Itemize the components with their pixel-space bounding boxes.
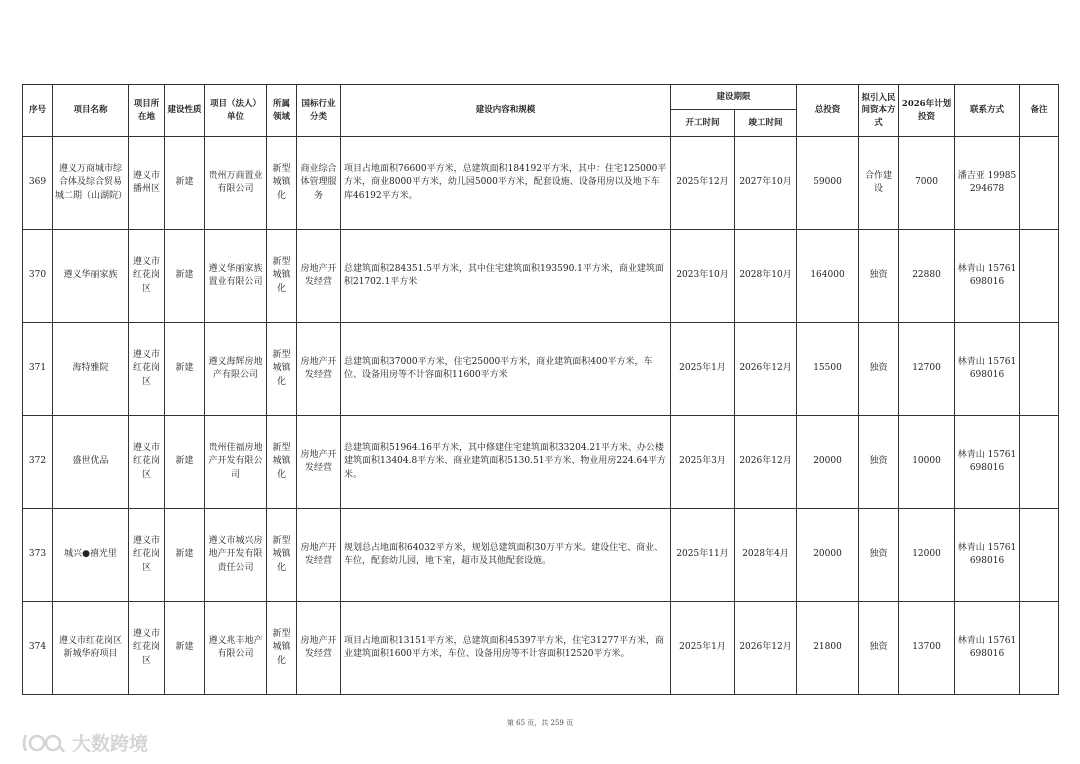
header-location: 项目所在地 (129, 85, 165, 137)
cell-start: 2025年3月 (671, 416, 735, 509)
cell-domain: 新型城镇化 (267, 230, 297, 323)
cell-contact: 林青山 15761698016 (955, 602, 1020, 695)
header-plan-2026: 2026年计划投资 (899, 85, 955, 137)
cell-scope: 项目占地面积76600平方米，总建筑面积184192平方米，其中：住宅125000平方米，商业8000平方米，幼儿园5000平方米，配套设施、设备用房以及地下车库46192平方米。 (341, 137, 671, 230)
cell-location: 遵义市红花岗区 (129, 416, 165, 509)
logo-icon (20, 731, 66, 755)
cell-seq: 374 (23, 602, 53, 695)
cell-nature: 新建 (165, 323, 205, 416)
cell-end: 2028年4月 (735, 509, 797, 602)
cell-investment: 20000 (797, 416, 859, 509)
cell-location: 遵义市红花岗区 (129, 509, 165, 602)
cell-start: 2025年12月 (671, 137, 735, 230)
cell-end: 2026年12月 (735, 416, 797, 509)
cell-contact: 林青山 15761698016 (955, 416, 1020, 509)
cell-remark (1020, 416, 1059, 509)
cell-location: 遵义市红花岗区 (129, 602, 165, 695)
cell-plan-2026: 13700 (899, 602, 955, 695)
cell-contact: 潘吉亚 19985294678 (955, 137, 1020, 230)
cell-industry: 商业综合体管理服务 (297, 137, 341, 230)
cell-plan-2026: 12700 (899, 323, 955, 416)
cell-start: 2023年10月 (671, 230, 735, 323)
cell-start: 2025年1月 (671, 602, 735, 695)
cell-remark (1020, 509, 1059, 602)
cell-capital-mode: 独资 (859, 230, 899, 323)
cell-location: 遵义市红花岗区 (129, 323, 165, 416)
cell-unit: 遵义兆丰地产有限公司 (205, 602, 267, 695)
cell-investment: 20000 (797, 509, 859, 602)
header-remark: 备注 (1020, 85, 1059, 137)
header-nature: 建设性质 (165, 85, 205, 137)
header-end: 竣工时间 (735, 110, 797, 137)
cell-domain: 新型城镇化 (267, 323, 297, 416)
cell-unit: 遵义华丽家族置业有限公司 (205, 230, 267, 323)
watermark-text: 大数跨境 (72, 733, 149, 755)
cell-investment: 164000 (797, 230, 859, 323)
cell-investment: 21800 (797, 602, 859, 695)
cell-unit: 遵义市城兴房地产开发有限责任公司 (205, 509, 267, 602)
header-seq: 序号 (23, 85, 53, 137)
cell-name: 遵义万商城市综合体及综合贸易城二期（山湖院） (53, 137, 129, 230)
cell-contact: 林青山 15761698016 (955, 230, 1020, 323)
cell-industry: 房地产开发经营 (297, 602, 341, 695)
cell-domain: 新型城镇化 (267, 602, 297, 695)
cell-remark (1020, 323, 1059, 416)
cell-name: 遵义华丽家族 (53, 230, 129, 323)
cell-seq: 370 (23, 230, 53, 323)
cell-domain: 新型城镇化 (267, 509, 297, 602)
header-unit: 项目（法人）单位 (205, 85, 267, 137)
table-row (23, 602, 1059, 695)
cell-seq: 369 (23, 137, 53, 230)
header-investment: 总投资 (797, 85, 859, 137)
cell-seq: 371 (23, 323, 53, 416)
cell-contact: 林青山 15761698016 (955, 509, 1020, 602)
cell-scope: 总建筑面积37000平方米，住宅25000平方米，商业建筑面积400平方米，车位、设备用房等不计容面积11600平方米 (341, 323, 671, 416)
watermark (20, 729, 148, 756)
cell-capital-mode: 独资 (859, 509, 899, 602)
cell-start: 2025年11月 (671, 509, 735, 602)
cell-plan-2026: 10000 (899, 416, 955, 509)
cell-end: 2026年12月 (735, 602, 797, 695)
cell-end: 2026年12月 (735, 323, 797, 416)
cell-scope: 总建筑面积284351.5平方米，其中住宅建筑面积193590.1平方米，商业建筑面积21702.1平方米 (341, 230, 671, 323)
cell-name: 盛世优品 (53, 416, 129, 509)
page-footer: 第 65 页，共 259 页 (506, 719, 574, 727)
cell-scope: 项目占地面积13151平方米，总建筑面积45397平方米，住宅31277平方米，商业建筑面积1600平方米，车位、设备用房等不计容面积12520平方米。 (341, 602, 671, 695)
cell-name: 遵义市红花岗区新城华府项目 (53, 602, 129, 695)
cell-start: 2025年1月 (671, 323, 735, 416)
header-scope: 建设内容和规模 (341, 85, 671, 137)
cell-capital-mode: 独资 (859, 602, 899, 695)
cell-plan-2026: 7000 (899, 137, 955, 230)
cell-unit: 遵义海辉房地产有限公司 (205, 323, 267, 416)
cell-seq: 372 (23, 416, 53, 509)
cell-nature: 新建 (165, 602, 205, 695)
cell-seq: 373 (23, 509, 53, 602)
cell-contact: 林青山 15761698016 (955, 323, 1020, 416)
cell-nature: 新建 (165, 230, 205, 323)
cell-end: 2028年10月 (735, 230, 797, 323)
project-table (22, 84, 1059, 695)
header-start: 开工时间 (671, 110, 735, 137)
cell-domain: 新型城镇化 (267, 137, 297, 230)
cell-domain: 新型城镇化 (267, 416, 297, 509)
table-row (23, 416, 1059, 509)
cell-unit: 贵州万商置业有限公司 (205, 137, 267, 230)
cell-capital-mode: 合作建设 (859, 137, 899, 230)
table-row (23, 137, 1059, 230)
cell-plan-2026: 22880 (899, 230, 955, 323)
header-contact: 联系方式 (955, 85, 1020, 137)
cell-scope: 总建筑面积51964.16平方米，其中修建住宅建筑面积33204.21平方米、办公楼建筑面积13404.8平方米、商业建筑面积5130.51平方米、物业用房224.64平方米。 (341, 416, 671, 509)
cell-name: 城兴●禧光里 (53, 509, 129, 602)
cell-remark (1020, 137, 1059, 230)
header-domain: 所属领域 (267, 85, 297, 137)
cell-industry: 房地产开发经营 (297, 323, 341, 416)
cell-name: 海特雅院 (53, 323, 129, 416)
table-row (23, 230, 1059, 323)
cell-location: 遵义市播州区 (129, 137, 165, 230)
cell-nature: 新建 (165, 137, 205, 230)
header-name: 项目名称 (53, 85, 129, 137)
header-period: 建设期限 (671, 85, 797, 110)
cell-industry: 房地产开发经营 (297, 509, 341, 602)
cell-location: 遵义市红花岗区 (129, 230, 165, 323)
cell-nature: 新建 (165, 509, 205, 602)
table-row (23, 323, 1059, 416)
cell-investment: 15500 (797, 323, 859, 416)
cell-investment: 59000 (797, 137, 859, 230)
table-row (23, 509, 1059, 602)
cell-capital-mode: 独资 (859, 416, 899, 509)
header-industry: 国标行业分类 (297, 85, 341, 137)
cell-capital-mode: 独资 (859, 323, 899, 416)
cell-nature: 新建 (165, 416, 205, 509)
cell-scope: 规划总占地面积64032平方米，规划总建筑面积30万平方米。建设住宅、商业、车位，配套幼儿园，地下室，超市及其他配套设施。 (341, 509, 671, 602)
cell-industry: 房地产开发经营 (297, 416, 341, 509)
project-table-sheet (22, 84, 1058, 669)
cell-remark (1020, 602, 1059, 695)
header-capital-mode: 拟引入民间资本方式 (859, 85, 899, 137)
cell-plan-2026: 12000 (899, 509, 955, 602)
cell-unit: 贵州佳福房地产开发有限公司 (205, 416, 267, 509)
cell-industry: 房地产开发经营 (297, 230, 341, 323)
cell-end: 2027年10月 (735, 137, 797, 230)
cell-remark (1020, 230, 1059, 323)
